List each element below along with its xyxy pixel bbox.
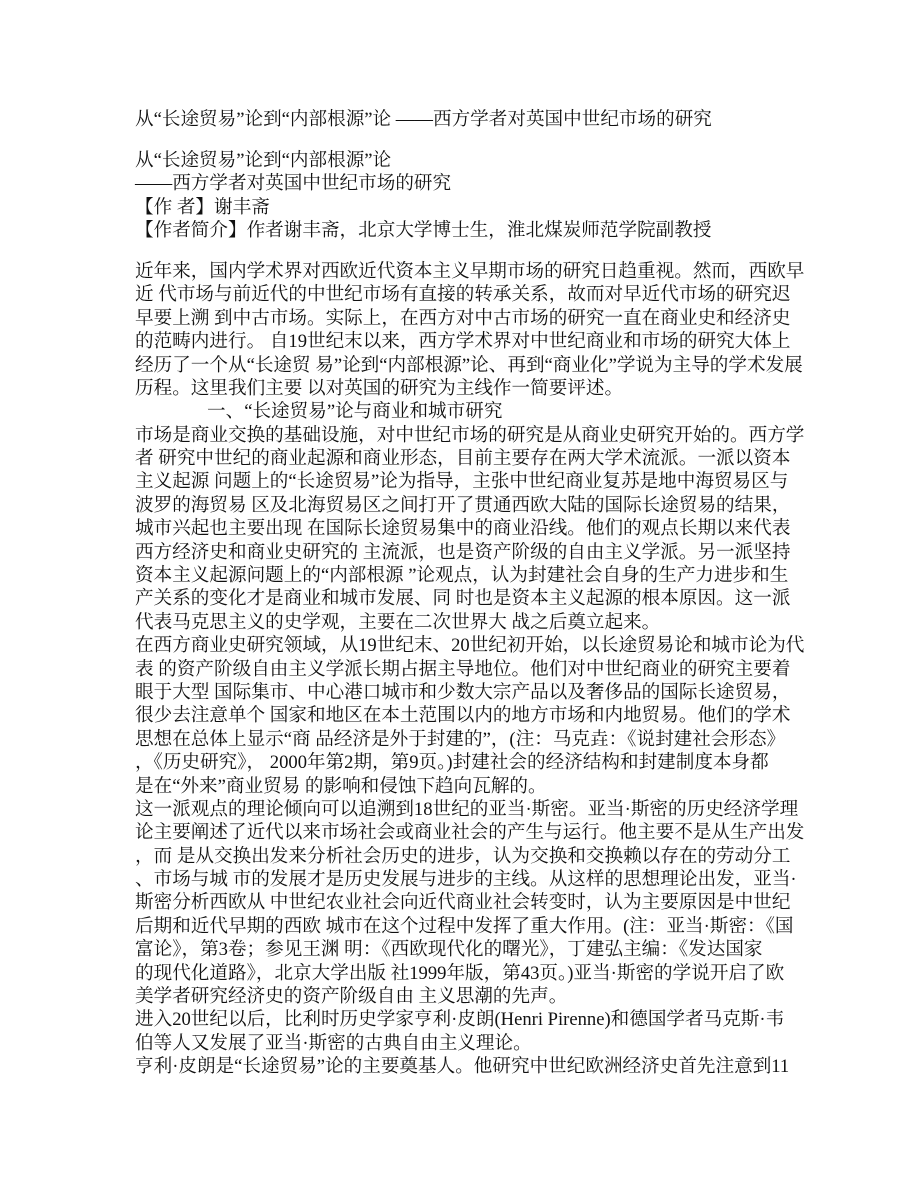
text-line: 者 研究中世纪的商业起源和商业形态，目前主要存在两大学术流派。一派以资本	[135, 448, 791, 470]
text-line: 近年来，国内学术界对西欧近代资本主义早期市场的研究日趋重视。然而，西欧早	[135, 260, 805, 282]
text-line: 美学者研究经济史的资产阶级自由 主义思潮的先声。	[135, 986, 568, 1008]
text-line: 早要上溯 到中古市场。实际上，在西方对中古市场的研究一直在商业史和经济史	[135, 307, 791, 329]
article-author-intro: 【作者简介】作者谢丰斋，北京大学博士生，淮北煤炭师范学院副教授	[135, 220, 712, 242]
article-author: 【作 者】谢丰斋	[135, 196, 270, 218]
text-line: 、市场与城 市的发展才是历史发展与进步的主线。从这样的思想理论出发，亚当·	[135, 869, 797, 891]
text-line: 这一派观点的理论倾向可以追溯到18世纪的亚当·斯密。亚当·斯密的历史经济学理	[135, 798, 799, 820]
text-line: ，《历史研究》， 2000年第2期，第9页。)封建社会的经济结构和封建制度本身都	[135, 752, 769, 774]
paragraph-3	[135, 798, 815, 1009]
article-subtitle: ——西方学者对英国中世纪市场的研究	[135, 173, 452, 195]
paragraph-intro	[135, 260, 815, 400]
text-line: 西方经济史和商业史研究的 主流派，也是资产阶级的自由主义学派。另一派坚持	[135, 541, 791, 563]
text-line: 历程。这里我们主要 以对英国的研究为主线作一简要评述。	[135, 377, 624, 399]
text-line: 是在“外来”商业贸易 的影响和侵蚀下趋向瓦解的。	[135, 775, 547, 797]
article-header	[135, 149, 815, 243]
section-heading: 一、“长途贸易”论与商业和城市研究	[207, 401, 503, 423]
text-line: 的范畴内进行。 自19世纪末以来，西方学术界对中世纪商业和市场的研究大体上	[135, 331, 791, 353]
document-content	[135, 108, 815, 1079]
text-line: 产关系的变化才是商业和城市发展、同 时也是资本主义起源的根本原因。这一派	[135, 588, 791, 610]
text-line: 经历了一个从“长途贸 易”论到“内部根源”论、再到“商业化”学说为主导的学术发展	[135, 354, 803, 376]
paragraph-5	[135, 1055, 815, 1078]
text-line: 代表马克思主义的史学观，主要在二次世界大 战之后奠立起来。	[135, 611, 661, 633]
article-title: 从“长途贸易”论到“内部根源”论	[135, 149, 392, 171]
paragraph-2	[135, 634, 815, 798]
text-line: 后期和近代早期的西欧 城市在这个过程中发挥了重大作用。(注：亚当·斯密：《国	[135, 915, 794, 937]
text-line: 波罗的海贸易 区及北海贸易区之间打开了贯通西欧大陆的国际长途贸易的结果，	[135, 494, 791, 516]
text-line: 城市兴起也主要出现 在国际长途贸易集中的商业沿线。他们的观点长期以来代表	[135, 518, 791, 540]
text-line: ，而 是从交换出发来分析社会历史的进步，认为交换和交换赖以存在的劳动分工	[135, 845, 791, 867]
text-line: 眼于大型 国际集市、中心港口城市和少数大宗产品以及奢侈品的国际长途贸易，	[135, 681, 791, 703]
text-line: 进入20世纪以后，比利时历史学家亨利·皮朗(Henri Pirenne)和德国学者马克斯·韦	[135, 1009, 785, 1031]
text-line: 富论》，第3卷；参见王渊 明：《西欧现代化的曙光》，丁建弘主编：《发达国家	[135, 939, 763, 961]
paragraph-1	[135, 424, 815, 635]
text-line: 的现代化道路》，北京大学出版 社1999年版，第43页。)亚当·斯密的学说开启了欧	[135, 962, 785, 984]
text-line: 斯密分析西欧从 中世纪农业社会向近代商业社会转变时，认为主要原因是中世纪	[135, 892, 791, 914]
document-title-line: 从“长途贸易”论到“内部根源”论 ——西方学者对英国中世纪市场的研究	[135, 109, 712, 130]
text-line: 资本主义起源问题上的“内部根源 ”论观点，认为封建社会自身的生产力进步和生	[135, 565, 789, 587]
text-line: 思想在总体上显示“商 品经济是外于封建的”，(注：马克垚：《说封建社会形态》	[135, 728, 786, 750]
text-line: 在西方商业史研究领域，从19世纪末、20世纪初开始，以长途贸易论和城市论为代	[135, 635, 805, 657]
text-line: 论主要阐述了近代以来市场社会或商业社会的产生与运行。他主要不是从生产出发	[135, 822, 805, 844]
article-body	[135, 260, 815, 1079]
text-line: 亨利·皮朗是“长途贸易”论的主要奠基人。他研究中世纪欧洲经济史首先注意到11	[135, 1056, 790, 1078]
paragraph-4	[135, 1008, 815, 1055]
text-line: 伯等人又发展了亚当·斯密的古典自由主义理论。	[135, 1032, 532, 1054]
text-line: 表 的资产阶级自由主义学派长期占据主导地位。他们对中世纪商业的研究主要着	[135, 658, 791, 680]
text-line: 很少去注意单个 国家和地区在本土范围以内的地方市场和内地贸易。他们的学术	[135, 705, 791, 727]
text-line: 近 代市场与前近代的中世纪市场有直接的转承关系，故而对早近代市场的研究迟	[135, 284, 791, 306]
text-line: 主义起源 问题上的“长途贸易”论为指导，主张中世纪商业复苏是地中海贸易区与	[135, 471, 789, 493]
text-line: 市场是商业交换的基础设施，对中世纪市场的研究是从商业史研究开始的。西方学	[135, 424, 805, 446]
